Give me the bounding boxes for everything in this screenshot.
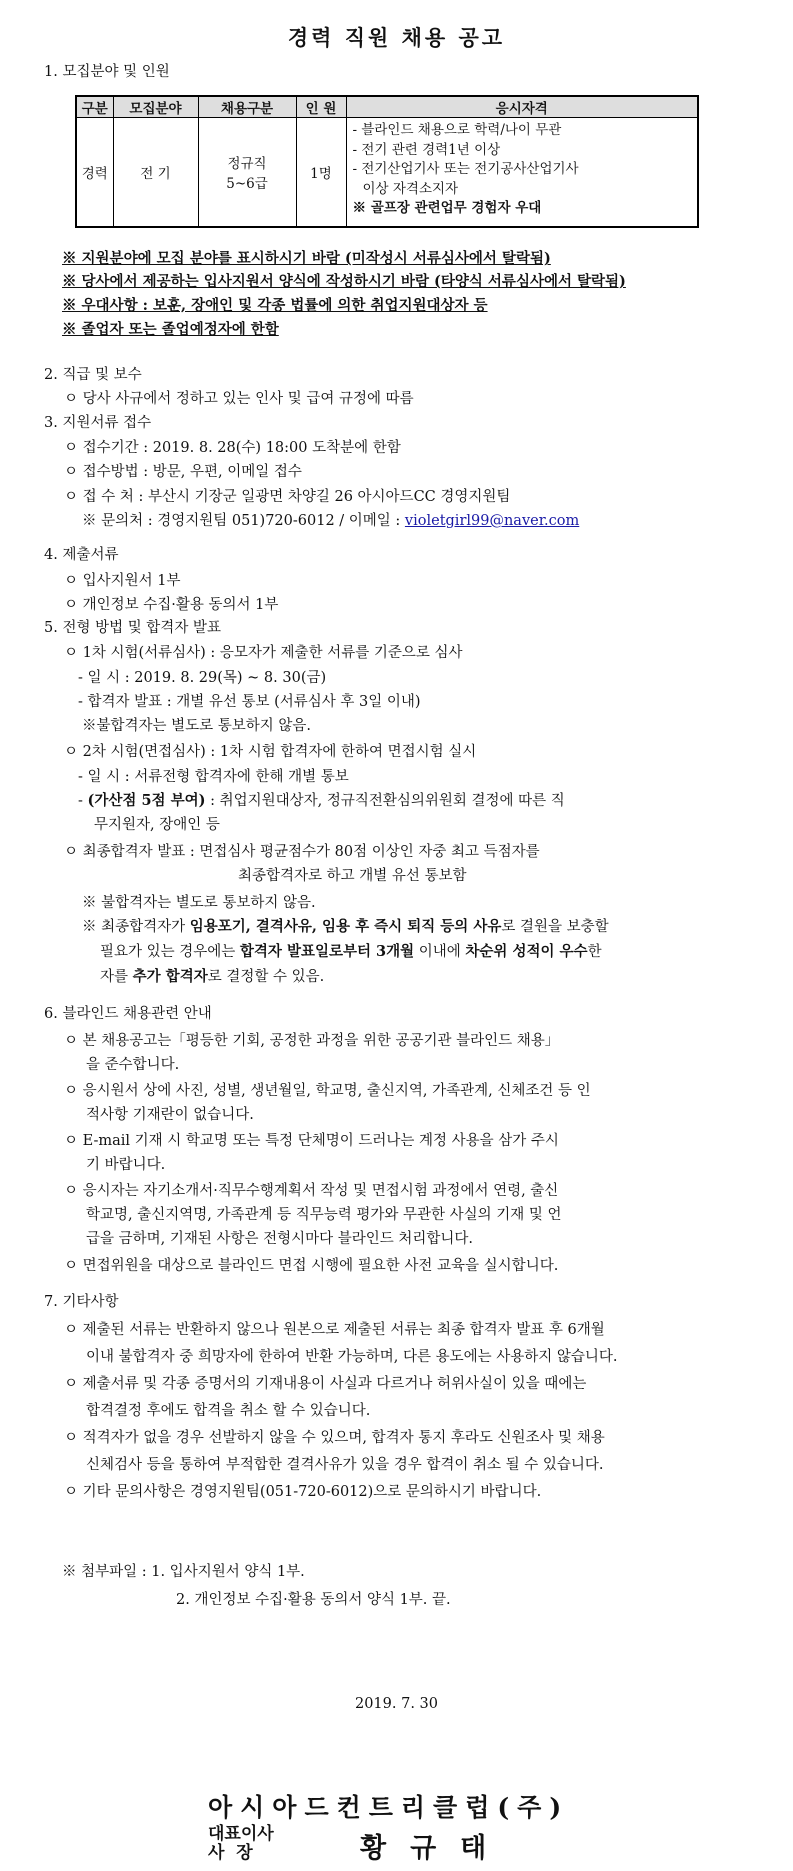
table-header-cell: 구분 [76, 96, 113, 118]
attachment-line: 2. 개인정보 수집·활용 동의서 양식 1부. 끝. [176, 1592, 451, 1608]
list-item: ㅇ 1차 시험(서류심사) : 응모자가 제출한 서류를 기준으로 심사 [64, 645, 463, 661]
list-item: ㅇ 응시자는 자기소개서·직무수행계획서 작성 및 면접시험 과정에서 연령, 출신 [64, 1183, 559, 1199]
announcement-date: 2019. 7. 30 [354, 1696, 438, 1712]
sub-item: - (가산점 5점 부여) : 취업지원대상자, 정규직전환심의위원회 결정에 따른 직 [78, 792, 565, 809]
notice-note: ※ 우대사항 : 보훈, 장애인 및 각종 법률에 의한 취업지원대상자 등 [62, 297, 488, 314]
list-item: ㅇ E-mail 기재 시 학교명 또는 특정 단체명이 드러나는 계정 사용을 삼가 주시 [64, 1133, 559, 1149]
list-item: ㅇ 2차 시험(면접심사) : 1차 시험 합격자에 한하여 면접시험 실시 [64, 744, 477, 760]
list-item: ㅇ 최종합격자 발표 : 면접심사 평균점수가 80점 이상인 자중 최고 득점자를 [64, 844, 540, 860]
section-4-heading: 4. 제출서류 [44, 547, 119, 563]
sub-note-cont [100, 942, 602, 962]
note-text: 로 결원을 보충할 [501, 919, 609, 935]
list-item: ㅇ 면접위원을 대상으로 블라인드 면접 시행에 필요한 사전 교육을 실시합니다. [64, 1258, 559, 1274]
list-item: ㅇ 적격자가 없을 경우 선발하지 않을 수 있으며, 합격자 통지 후라도 신원조사 및 채용 [64, 1430, 605, 1446]
qualification-item: - 전기 관련 경력1년 이상 [352, 141, 501, 158]
section-1-heading: 1. 모집분야 및 인원 [44, 64, 170, 80]
list-item: ㅇ 본 채용공고는「평등한 기회, 공정한 과정을 위한 공공기관 블라인드 채용」 [64, 1033, 560, 1049]
cell-field: 전 기 [113, 118, 198, 228]
employment-type: 정규직 [227, 156, 267, 172]
list-item: ㅇ 응시원서 상에 사진, 성별, 생년월일, 학교명, 출신지역, 가족관계, 신체조건 등 인 [64, 1083, 591, 1099]
bonus-label: (가산점 5점 부여) [87, 792, 206, 809]
attachment-line: ※ 첨부파일 : 1. 입사지원서 양식 1부. [62, 1564, 305, 1580]
list-item-cont: 을 준수합니다. [86, 1057, 180, 1073]
sub-note: ※ 불합격자는 별도로 통보하지 않음. [82, 895, 316, 911]
list-item: ㅇ 입사지원서 1부 [64, 573, 181, 589]
table-header-cell: 모집분야 [113, 96, 198, 118]
recruitment-table [75, 95, 699, 228]
employment-grade: 5~6급 [226, 176, 268, 192]
contact-email-link[interactable]: violetgirl99@naver.com [404, 513, 580, 529]
list-item-cont: 합격결정 후에도 합격을 취소 할 수 있습니다. [86, 1403, 371, 1419]
list-item-cont: 기 바랍니다. [86, 1157, 166, 1173]
list-item: ㅇ 접 수 처 : 부산시 기장군 일광면 차양길 26 아시아드CC 경영지원팀 [64, 489, 511, 505]
cell-qualifications [346, 118, 698, 228]
table-header-row [76, 96, 698, 118]
list-item-cont: 최종합격자로 하고 개별 유선 통보함 [238, 868, 467, 884]
section-5-heading: 5. 전형 방법 및 합격자 발표 [44, 620, 221, 636]
note-text: 이내에 [414, 944, 466, 960]
notice-note: ※ 당사에서 제공하는 입사지원서 양식에 작성하시기 바람 (타양식 서류심사에서 탈락됨) [62, 273, 626, 290]
note-text: 자를 [100, 969, 133, 985]
ceo-title [208, 1825, 274, 1863]
sub-item-cont: 무지원자, 장애인 등 [94, 817, 220, 833]
note-text: ※ 최종합격자가 [82, 919, 190, 935]
note-emphasis: 합격자 발표일로부터 3개월 [239, 943, 415, 960]
list-item-cont: 이내 불합격자 중 희망자에 한하여 반환 가능하며, 다른 용도에는 사용하지 않습니다. [86, 1349, 618, 1365]
notice-note: ※ 졸업자 또는 졸업예정자에 한함 [62, 321, 279, 338]
page-title: 경력 직원 채용 공고 [287, 25, 506, 50]
qualification-item: - 블라인드 채용으로 학력/나이 무관 [352, 122, 562, 138]
list-item-cont: 급을 금하며, 기재된 사항은 전형시마다 블라인드 처리합니다. [86, 1231, 474, 1247]
note-text: 로 결정할 수 있음. [207, 969, 325, 985]
sub-item: - 합격자 발표 : 개별 유선 통보 (서류심사 후 3일 이내) [78, 694, 421, 710]
sub-item: - 일 시 : 2019. 8. 29(목) ~ 8. 30(금) [78, 670, 327, 686]
table-header-cell: 응시자격 [346, 96, 698, 118]
list-item: ㅇ 기타 문의사항은 경영지원팀(051-720-6012)으로 문의하시기 바랍니다. [64, 1484, 542, 1500]
section-7-heading: 7. 기타사항 [44, 1294, 119, 1310]
note-text: 한 [587, 944, 602, 960]
list-item-cont: 학교명, 출신지역명, 가족관계 등 직무능력 평가와 무관한 사실의 기재 및 언 [86, 1207, 562, 1223]
contact-text: ※ 문의처 : 경영지원팀 051)720-6012 / 이메일 : [82, 513, 405, 529]
company-name: 아시아드컨트리클럽(주) [208, 1793, 570, 1822]
table-row [76, 118, 698, 228]
ceo-title-line: 대표이사 [208, 1824, 274, 1844]
table-header-cell: 채용구분 [198, 96, 296, 118]
cell-count: 1명 [296, 118, 346, 228]
cell-employment [198, 118, 296, 228]
sub-note-cont [100, 967, 324, 987]
table-header-cell: 인 원 [296, 96, 346, 118]
list-item: ㅇ 접수방법 : 방문, 우편, 이메일 접수 [64, 464, 302, 480]
list-item: ㅇ 개인정보 수집·활용 동의서 1부 [64, 597, 279, 613]
contact-line [82, 511, 579, 531]
qualification-preference: ※ 골프장 관련업무 경험자 우대 [352, 200, 542, 216]
note-emphasis: 차순위 성적이 우수 [465, 943, 588, 960]
sub-note: ※불합격자는 별도로 통보하지 않음. [82, 718, 312, 734]
list-item: ㅇ 당사 사규에서 정하고 있는 인사 및 급여 규정에 따름 [64, 391, 414, 407]
note-emphasis: 추가 합격자 [132, 968, 208, 985]
qualification-item: - 전기산업기사 또는 전기공사산업기사 [352, 161, 579, 177]
list-item: ㅇ 제출서류 및 각종 증명서의 기재내용이 사실과 다르거나 허위사실이 있을 때에는 [64, 1376, 587, 1392]
bonus-text: : 취업지원대상자, 정규직전환심의위원회 결정에 따른 직 [205, 793, 565, 809]
sub-item: - 일 시 : 서류전형 합격자에 한해 개별 통보 [78, 769, 349, 785]
ceo-title-line: 사 장 [208, 1843, 253, 1863]
cell-type: 경력 [76, 118, 113, 228]
section-3-heading: 3. 지원서류 접수 [44, 415, 152, 431]
qualification-item: 이상 자격소지자 [362, 180, 459, 197]
ceo-name: 황규태 [360, 1833, 511, 1864]
note-emphasis: 임용포기, 결격사유, 임용 후 즉시 퇴직 등의 사유 [189, 918, 502, 935]
list-item-cont: 신체검사 등을 통하여 부적합한 결격사유가 있을 경우 합격이 취소 될 수 있습니다. [86, 1457, 604, 1473]
section-2-heading: 2. 직급 및 보수 [44, 367, 142, 383]
list-item: ㅇ 접수기간 : 2019. 8. 28(수) 18:00 도착분에 한함 [64, 440, 401, 456]
note-text: 필요가 있는 경우에는 [100, 944, 240, 960]
sub-note [82, 917, 609, 937]
section-6-heading: 6. 블라인드 채용관련 안내 [44, 1006, 212, 1022]
list-item-cont: 적사항 기재란이 없습니다. [86, 1107, 254, 1123]
list-item: ㅇ 제출된 서류는 반환하지 않으나 원본으로 제출된 서류는 최종 합격자 발표 후 6개월 [64, 1322, 605, 1338]
notice-note: ※ 지원분야에 모집 분야를 표시하시기 바람 (미작성시 서류심사에서 탈락됨) [62, 250, 551, 267]
